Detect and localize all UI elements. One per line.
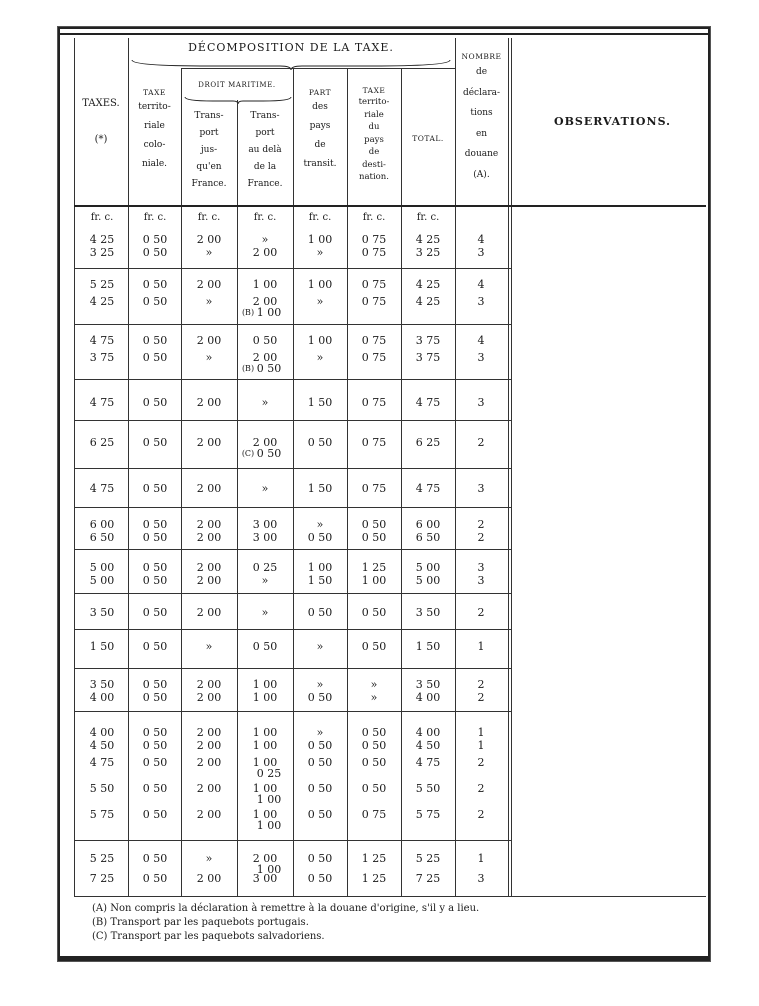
col-line [511, 38, 512, 896]
row-separator [74, 468, 511, 469]
table-cell-nombre: 2 [477, 808, 485, 821]
table-cell-dest: 0 75 [361, 808, 387, 821]
table-cell-taxe: 3 50 [89, 606, 115, 619]
table-cell-transit: 0 50 [307, 782, 333, 795]
table-cell-total: 4 00 [415, 726, 441, 739]
table-cell-total: 4 75 [415, 396, 441, 409]
table-cell-audela: 1 00 [252, 678, 278, 691]
table-cell-jusqu: 2 00 [196, 872, 222, 885]
table-cell-jusqu: 2 00 [196, 531, 222, 544]
col-line [237, 100, 238, 896]
table-cell-terr: 0 50 [142, 561, 168, 574]
table-cell-total: 5 50 [415, 782, 441, 795]
droit-maritime-title: DROIT MARITIME. [198, 81, 276, 89]
row-separator [74, 507, 511, 508]
note-marker: (B) [241, 308, 255, 317]
table-cell-transit: 0 50 [307, 808, 333, 821]
header-total: TOTAL. [412, 134, 444, 143]
table-cell-jusqu: 2 00 [196, 334, 222, 347]
bottom-rule [58, 956, 710, 959]
unit-label: fr. c. [308, 212, 332, 223]
table-cell-total: 5 00 [415, 574, 441, 587]
table-cell-jusqu: » [205, 852, 213, 865]
table-cell-nombre: 1 [477, 640, 485, 653]
table-cell-transit: 1 50 [307, 482, 333, 495]
table-cell-jusqu: 2 00 [196, 691, 222, 704]
table-cell-transit: 0 50 [307, 852, 333, 865]
table-cell-jusqu: 2 00 [196, 756, 222, 769]
table-cell-total: 5 75 [415, 808, 441, 821]
table-cell-terr: 0 50 [142, 295, 168, 308]
table-cell-audela: » [261, 396, 269, 409]
table-cell-taxe: 3 50 [89, 678, 115, 691]
table-cell-dest: 0 75 [361, 351, 387, 364]
table-cell-total: 6 25 [415, 436, 441, 449]
table-cell-taxe: 4 25 [89, 233, 115, 246]
table-cell-audela: 3 00 [252, 531, 278, 544]
table-cell-total: 1 50 [415, 640, 441, 653]
header-nombre: NOMBRE de déclara- tions en douane (A). [461, 52, 502, 180]
unit-label: fr. c. [90, 212, 114, 223]
table-cell-taxe: 5 50 [89, 782, 115, 795]
table-cell-audela: 2 00 [252, 295, 278, 308]
table-cell-jusqu: 2 00 [196, 808, 222, 821]
table-cell-nombre: 4 [477, 278, 485, 291]
table-cell-nombre: 3 [477, 574, 485, 587]
table-cell-jusqu: » [205, 246, 213, 259]
table-cell-total: 4 75 [415, 756, 441, 769]
row-separator [74, 840, 511, 841]
table-cell-terr: 0 50 [142, 518, 168, 531]
table-cell-nombre: 1 [477, 739, 485, 752]
table-cell-audela: 3 00 [252, 872, 278, 885]
table-cell-jusqu: 2 00 [196, 739, 222, 752]
unit-label: fr. c. [253, 212, 277, 223]
table-cell-dest: 0 50 [361, 518, 387, 531]
table-cell-jusqu: 2 00 [196, 436, 222, 449]
observations-header: OBSERVATIONS. [554, 115, 671, 128]
table-cell-taxe: 5 25 [89, 852, 115, 865]
table-cell-dest: 0 75 [361, 233, 387, 246]
table-cell-dest: 1 25 [361, 872, 387, 885]
table-cell-jusqu: 2 00 [196, 518, 222, 531]
table-cell-audela: » [261, 606, 269, 619]
table-cell-jusqu: 2 00 [196, 482, 222, 495]
table-cell-transit: » [316, 295, 324, 308]
table-cell-jusqu: 2 00 [196, 606, 222, 619]
table-cell-nombre: 2 [477, 782, 485, 795]
table-cell-total: 4 25 [415, 278, 441, 291]
table-cell-nombre: 3 [477, 246, 485, 259]
table-cell-terr: 0 50 [142, 278, 168, 291]
table-cell-total: 5 25 [415, 852, 441, 865]
table-cell-terr: 0 50 [142, 436, 168, 449]
table-cell-nombre: 3 [477, 872, 485, 885]
table-cell-dest: 0 75 [361, 278, 387, 291]
unit-label: fr. c. [197, 212, 221, 223]
table-cell-terr: 0 50 [142, 482, 168, 495]
table-cell-jusqu: 2 00 [196, 278, 222, 291]
table-cell-dest: 0 75 [361, 396, 387, 409]
table-cell-audela-2: 0 50 [256, 447, 282, 460]
table-cell-audela: 0 25 [252, 561, 278, 574]
table-cell-jusqu: » [205, 295, 213, 308]
table-cell-audela: 1 00 [252, 278, 278, 291]
table-cell-taxe: 4 75 [89, 756, 115, 769]
table-cell-terr: 0 50 [142, 678, 168, 691]
table-cell-nombre: 3 [477, 351, 485, 364]
top-rule [58, 33, 710, 35]
table-cell-dest: 0 50 [361, 531, 387, 544]
table-cell-audela-2: 1 00 [256, 863, 282, 876]
table-cell-total: 4 75 [415, 482, 441, 495]
table-cell-audela-2: 0 50 [256, 362, 282, 375]
decomposition-title: DÉCOMPOSITION DE LA TAXE. [188, 41, 394, 54]
table-cell-taxe: 1 50 [89, 640, 115, 653]
table-cell-terr: 0 50 [142, 351, 168, 364]
table-cell-total: 3 25 [415, 246, 441, 259]
table-cell-terr: 0 50 [142, 531, 168, 544]
table-cell-transit: 0 50 [307, 756, 333, 769]
table-cell-audela: 2 00 [252, 246, 278, 259]
table-cell-jusqu: 2 00 [196, 678, 222, 691]
table-cell-audela: 2 00 [252, 852, 278, 865]
table-cell-terr: 0 50 [142, 808, 168, 821]
table-cell-taxe: 7 25 [89, 872, 115, 885]
row-separator [74, 668, 511, 669]
table-cell-terr: 0 50 [142, 691, 168, 704]
table-cell-dest: 0 50 [361, 606, 387, 619]
table-cell-transit: 0 50 [307, 691, 333, 704]
table-cell-transit: 1 50 [307, 396, 333, 409]
table-cell-audela-2: 0 25 [256, 767, 282, 780]
table-cell-total: 6 00 [415, 518, 441, 531]
table-cell-transit: 0 50 [307, 531, 333, 544]
table-cell-audela: 1 00 [252, 808, 278, 821]
table-cell-taxe: 4 00 [89, 691, 115, 704]
table-cell-dest: 0 50 [361, 640, 387, 653]
row-separator [74, 379, 511, 380]
footnote-a: (A) Non compris la déclaration à remettre à la douane d'origine, s'il y a lieu. [92, 903, 480, 914]
table-cell-terr: 0 50 [142, 756, 168, 769]
table-cell-jusqu: » [205, 351, 213, 364]
table-cell-dest: 1 25 [361, 852, 387, 865]
table-cell-total: 6 50 [415, 531, 441, 544]
table-cell-audela: 2 00 [252, 436, 278, 449]
table-cell-transit: » [316, 640, 324, 653]
table-cell-nombre: 2 [477, 606, 485, 619]
table-cell-jusqu: 2 00 [196, 396, 222, 409]
table-cell-nombre: 3 [477, 482, 485, 495]
table-cell-audela: 0 50 [252, 640, 278, 653]
table-cell-nombre: 2 [477, 518, 485, 531]
table-cell-total: 4 25 [415, 233, 441, 246]
table-cell-terr: 0 50 [142, 334, 168, 347]
table-cell-taxe: 6 00 [89, 518, 115, 531]
table-cell-total: 3 50 [415, 606, 441, 619]
table-cell-taxe: 5 00 [89, 574, 115, 587]
table-cell-nombre: 4 [477, 334, 485, 347]
table-cell-total: 4 00 [415, 691, 441, 704]
table-cell-nombre: 1 [477, 852, 485, 865]
table-cell-total: 4 50 [415, 739, 441, 752]
table-cell-transit: » [316, 518, 324, 531]
table-cell-nombre: 2 [477, 756, 485, 769]
table-cell-taxe: 3 75 [89, 351, 115, 364]
table-cell-taxe: 4 00 [89, 726, 115, 739]
table-cell-jusqu: » [205, 640, 213, 653]
table-cell-nombre: 3 [477, 561, 485, 574]
header-rule [74, 205, 706, 207]
table-cell-dest: 0 75 [361, 246, 387, 259]
table-cell-audela: 2 00 [252, 351, 278, 364]
note-marker: (B) [241, 364, 255, 373]
droit-maritime-brace [183, 95, 293, 105]
unit-label: fr. c. [416, 212, 440, 223]
table-cell-audela-2: 1 00 [256, 819, 282, 832]
unit-label: fr. c. [362, 212, 386, 223]
table-cell-transit: » [316, 351, 324, 364]
table-cell-audela: 3 00 [252, 518, 278, 531]
table-cell-nombre: 1 [477, 726, 485, 739]
table-cell-audela: 0 50 [252, 334, 278, 347]
table-cell-dest: » [370, 691, 378, 704]
table-cell-nombre: 3 [477, 396, 485, 409]
table-cell-transit: 1 00 [307, 561, 333, 574]
unit-label: fr. c. [143, 212, 167, 223]
row-separator [74, 593, 511, 594]
row-separator [74, 629, 511, 630]
table-cell-jusqu: 2 00 [196, 782, 222, 795]
table-cell-terr: 0 50 [142, 782, 168, 795]
table-cell-nombre: 3 [477, 295, 485, 308]
table-cell-taxe: 6 50 [89, 531, 115, 544]
table-cell-transit: 0 50 [307, 872, 333, 885]
table-cell-taxe: 4 25 [89, 295, 115, 308]
table-cell-dest: 0 50 [361, 739, 387, 752]
table-cell-taxe: 4 50 [89, 739, 115, 752]
table-cell-taxe: 5 25 [89, 278, 115, 291]
table-cell-dest: 0 50 [361, 756, 387, 769]
droit-top-line [181, 68, 455, 69]
footnote-c: (C) Transport par les paquebots salvadoriens. [92, 931, 325, 942]
table-cell-audela: 1 00 [252, 739, 278, 752]
table-cell-terr: 0 50 [142, 739, 168, 752]
table-cell-terr: 0 50 [142, 852, 168, 865]
table-cell-audela-2: 1 00 [256, 793, 282, 806]
table-cell-taxe: 3 25 [89, 246, 115, 259]
table-cell-total: 7 25 [415, 872, 441, 885]
table-cell-transit: 0 50 [307, 436, 333, 449]
header-dest: TAXE territo- riale du pays de desti- nation. [358, 86, 390, 182]
table-cell-audela: 1 00 [252, 726, 278, 739]
row-separator [74, 711, 511, 712]
table-cell-transit: 1 00 [307, 233, 333, 246]
table-cell-jusqu: 2 00 [196, 561, 222, 574]
table-cell-dest: 0 75 [361, 334, 387, 347]
table-cell-audela-2: 1 00 [256, 306, 282, 319]
table-cell-transit: 0 50 [307, 739, 333, 752]
table-cell-audela: » [261, 233, 269, 246]
table-cell-terr: 0 50 [142, 233, 168, 246]
table-cell-taxe: 4 75 [89, 396, 115, 409]
table-cell-nombre: 2 [477, 691, 485, 704]
header-terr-col: TAXE territo- riale colo- niale. [138, 88, 171, 169]
table-cell-dest: 0 75 [361, 436, 387, 449]
table-cell-transit: » [316, 246, 324, 259]
table-cell-terr: 0 50 [142, 246, 168, 259]
table-cell-transit: 1 00 [307, 334, 333, 347]
table-cell-terr: 0 50 [142, 606, 168, 619]
table-cell-total: 3 75 [415, 351, 441, 364]
row-separator [74, 549, 511, 550]
table-cell-dest: 0 50 [361, 782, 387, 795]
header-taxes: TAXES. (*) [82, 98, 120, 145]
table-cell-taxe: 5 75 [89, 808, 115, 821]
col-line [508, 38, 509, 896]
table-cell-transit: 1 00 [307, 278, 333, 291]
header-jusqu: Trans- port jus- qu'en France. [191, 111, 227, 189]
table-cell-dest: 1 25 [361, 561, 387, 574]
table-cell-audela: 1 00 [252, 756, 278, 769]
row-separator [74, 268, 511, 269]
table-cell-terr: 0 50 [142, 872, 168, 885]
table-cell-jusqu: 2 00 [196, 726, 222, 739]
table-cell-total: 4 25 [415, 295, 441, 308]
table-cell-dest: 0 50 [361, 726, 387, 739]
table-cell-jusqu: 2 00 [196, 574, 222, 587]
table-cell-nombre: 2 [477, 678, 485, 691]
table-cell-total: 3 75 [415, 334, 441, 347]
table-cell-transit: » [316, 726, 324, 739]
table-cell-dest: 1 00 [361, 574, 387, 587]
table-cell-nombre: 2 [477, 531, 485, 544]
header-audela: Trans- port au delà de la France. [247, 111, 283, 189]
table-cell-terr: 0 50 [142, 726, 168, 739]
table-cell-taxe: 4 75 [89, 482, 115, 495]
table-cell-nombre: 2 [477, 436, 485, 449]
table-cell-dest: 0 75 [361, 295, 387, 308]
table-cell-taxe: 4 75 [89, 334, 115, 347]
table-cell-jusqu: 2 00 [196, 233, 222, 246]
table-cell-audela: 1 00 [252, 691, 278, 704]
note-marker: (C) [241, 449, 255, 458]
footnote-b: (B) Transport par les paquebots portugais. [92, 917, 309, 928]
table-cell-dest: » [370, 678, 378, 691]
table-cell-nombre: 4 [477, 233, 485, 246]
table-cell-audela: » [261, 574, 269, 587]
row-separator [74, 420, 511, 421]
table-cell-transit: 0 50 [307, 606, 333, 619]
table-cell-terr: 0 50 [142, 640, 168, 653]
table-cell-terr: 0 50 [142, 396, 168, 409]
table-cell-transit: » [316, 678, 324, 691]
table-cell-transit: 1 50 [307, 574, 333, 587]
table-cell-audela: 1 00 [252, 782, 278, 795]
table-cell-total: 5 00 [415, 561, 441, 574]
table-cell-terr: 0 50 [142, 574, 168, 587]
row-separator [74, 324, 511, 325]
table-cell-taxe: 5 00 [89, 561, 115, 574]
footnote-rule [74, 896, 706, 897]
table-cell-dest: 0 75 [361, 482, 387, 495]
table-cell-taxe: 6 25 [89, 436, 115, 449]
table-cell-total: 3 50 [415, 678, 441, 691]
table-cell-audela: » [261, 482, 269, 495]
header-transit: PART des pays de transit. [303, 88, 337, 169]
